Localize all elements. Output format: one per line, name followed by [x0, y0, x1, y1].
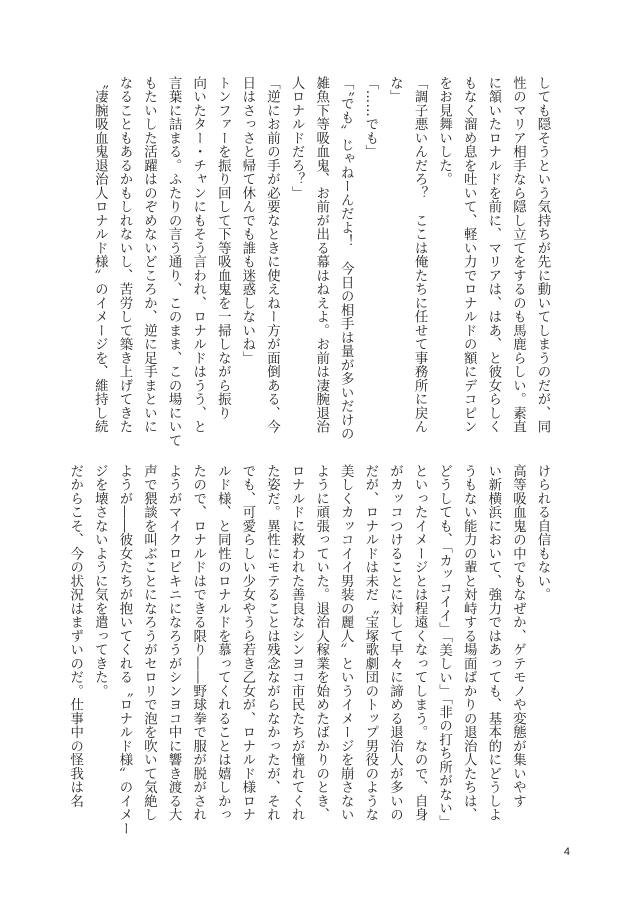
text-line: ようがマイクロビキニになろうがシンヨコ中に響き渡る大	[166, 464, 182, 822]
text-line: だが、ロナルドは未だ〝宝塚歌劇団のトップ男役のような	[362, 464, 378, 822]
text-line: しても隠そうという気持ちが先に動いてしまうのだが、同	[535, 76, 550, 434]
text-line: だからこそ、今の状況はまずいのだ。仕事中の怪我は名	[67, 464, 83, 808]
text-line: 高等吸血鬼の中でもなぜか、ゲテモノや変態が集いやす	[510, 464, 526, 808]
text-line: 日はさっさと帰て休んでも誰も迷惑しないね」	[239, 76, 255, 365]
text-line: な」	[387, 76, 403, 104]
text-line: 「……でも」	[362, 76, 378, 159]
text-line: 向いたター・チャンにもそう言われ、ロナルドはうう、と	[190, 76, 206, 434]
text-line: 言葉に詰まる。ふたりの言う通り、このまま、この場にいて	[166, 76, 182, 448]
text-line: がカッコつけることに対して早々に諦める退治人が多いの	[387, 464, 403, 822]
upper-text-block	[80, 76, 554, 448]
text-line: た姿だ。異性にモテることは残念ながらなかったが、それ	[264, 464, 280, 822]
text-line: 人ロナルドだろ？」	[289, 76, 305, 200]
text-line: なることもあるかもしれないし、苦労して築き上げてきた	[116, 76, 132, 434]
text-line: といったイメージとは程遠くなってしまう。なので、自身	[412, 464, 428, 822]
text-line: たので、ロナルドはできる限り――野球拳で服が脱がされ	[190, 464, 206, 822]
text-line: 声で猥談を叫ぶことになろうがセロリで泡を吹いて気絶し	[141, 464, 157, 822]
text-line: うもない能力の輩と対峙する場面ばかりの退治人たちは、	[461, 464, 477, 822]
text-line: ように頑張っていた。退治人稼業を始めたばかりのとき、	[313, 464, 329, 822]
text-line: ジを壊さないように気を遣ってきた。	[92, 464, 108, 698]
text-line: もたいした活躍はのぞめないどころか、逆に足手まといに	[141, 76, 157, 434]
text-line: ルド様、と同性のロナルドを慕ってくれることは嬉しかっ	[215, 464, 231, 822]
text-line: ようが――彼女たちが抱いてくれる〝ロナルド様〟のイメー	[116, 464, 132, 836]
text-line: 「調子悪いんだろ？ ここは俺たちに任せて事務所に戻ん	[412, 76, 428, 434]
text-line: 性のマリア相手なら隠し立てをするのも馬鹿らしい。素直	[510, 76, 526, 434]
text-line: どうしても、「カッコイイ」「美しい」「非の打ち所がない」	[436, 464, 452, 829]
text-line: 「〝でも〟じゃねーんだよ！ 今日の相手は量が多いだけの	[338, 76, 354, 441]
text-line: い新横浜において、強力ではあっても、基本的にどうしよ	[485, 464, 501, 822]
lower-text-block	[67, 464, 554, 836]
text-line: 美しくカッコイイ男装の麗人〟というイメージを崩さない	[338, 464, 354, 822]
text-line: トンファーを振り回して下等吸血鬼を一掃しながら振り	[215, 76, 231, 420]
text-line: をお見舞いした。	[436, 76, 452, 186]
text-line: 「逆にお前の手が必要なときに使えねー方が面倒ある、今	[264, 76, 280, 434]
text-line: でも、可愛らしい少女やうら若き乙女が、ロナルド様ロナ	[239, 464, 255, 822]
text-line: ロナルドに救われた善良なシンヨコ市民たちが憧れてくれ	[289, 464, 305, 822]
text-line: もなく溜め息を吐いて、軽い力でロナルドの額にデコピン	[461, 76, 477, 434]
text-line: けられる自信もない。	[535, 464, 550, 602]
page-number: 4	[563, 846, 570, 858]
text-line: 〝凄腕吸血鬼退治人ロナルド様〟のイメージを、維持し続	[92, 76, 108, 434]
text-line: 雑魚下等吸血鬼、お前が出る幕はねえよ。お前は凄腕退治	[313, 76, 329, 434]
text-line: に頷いたロナルドを前に、マリアは、はあ、と彼女らしく	[485, 76, 501, 434]
